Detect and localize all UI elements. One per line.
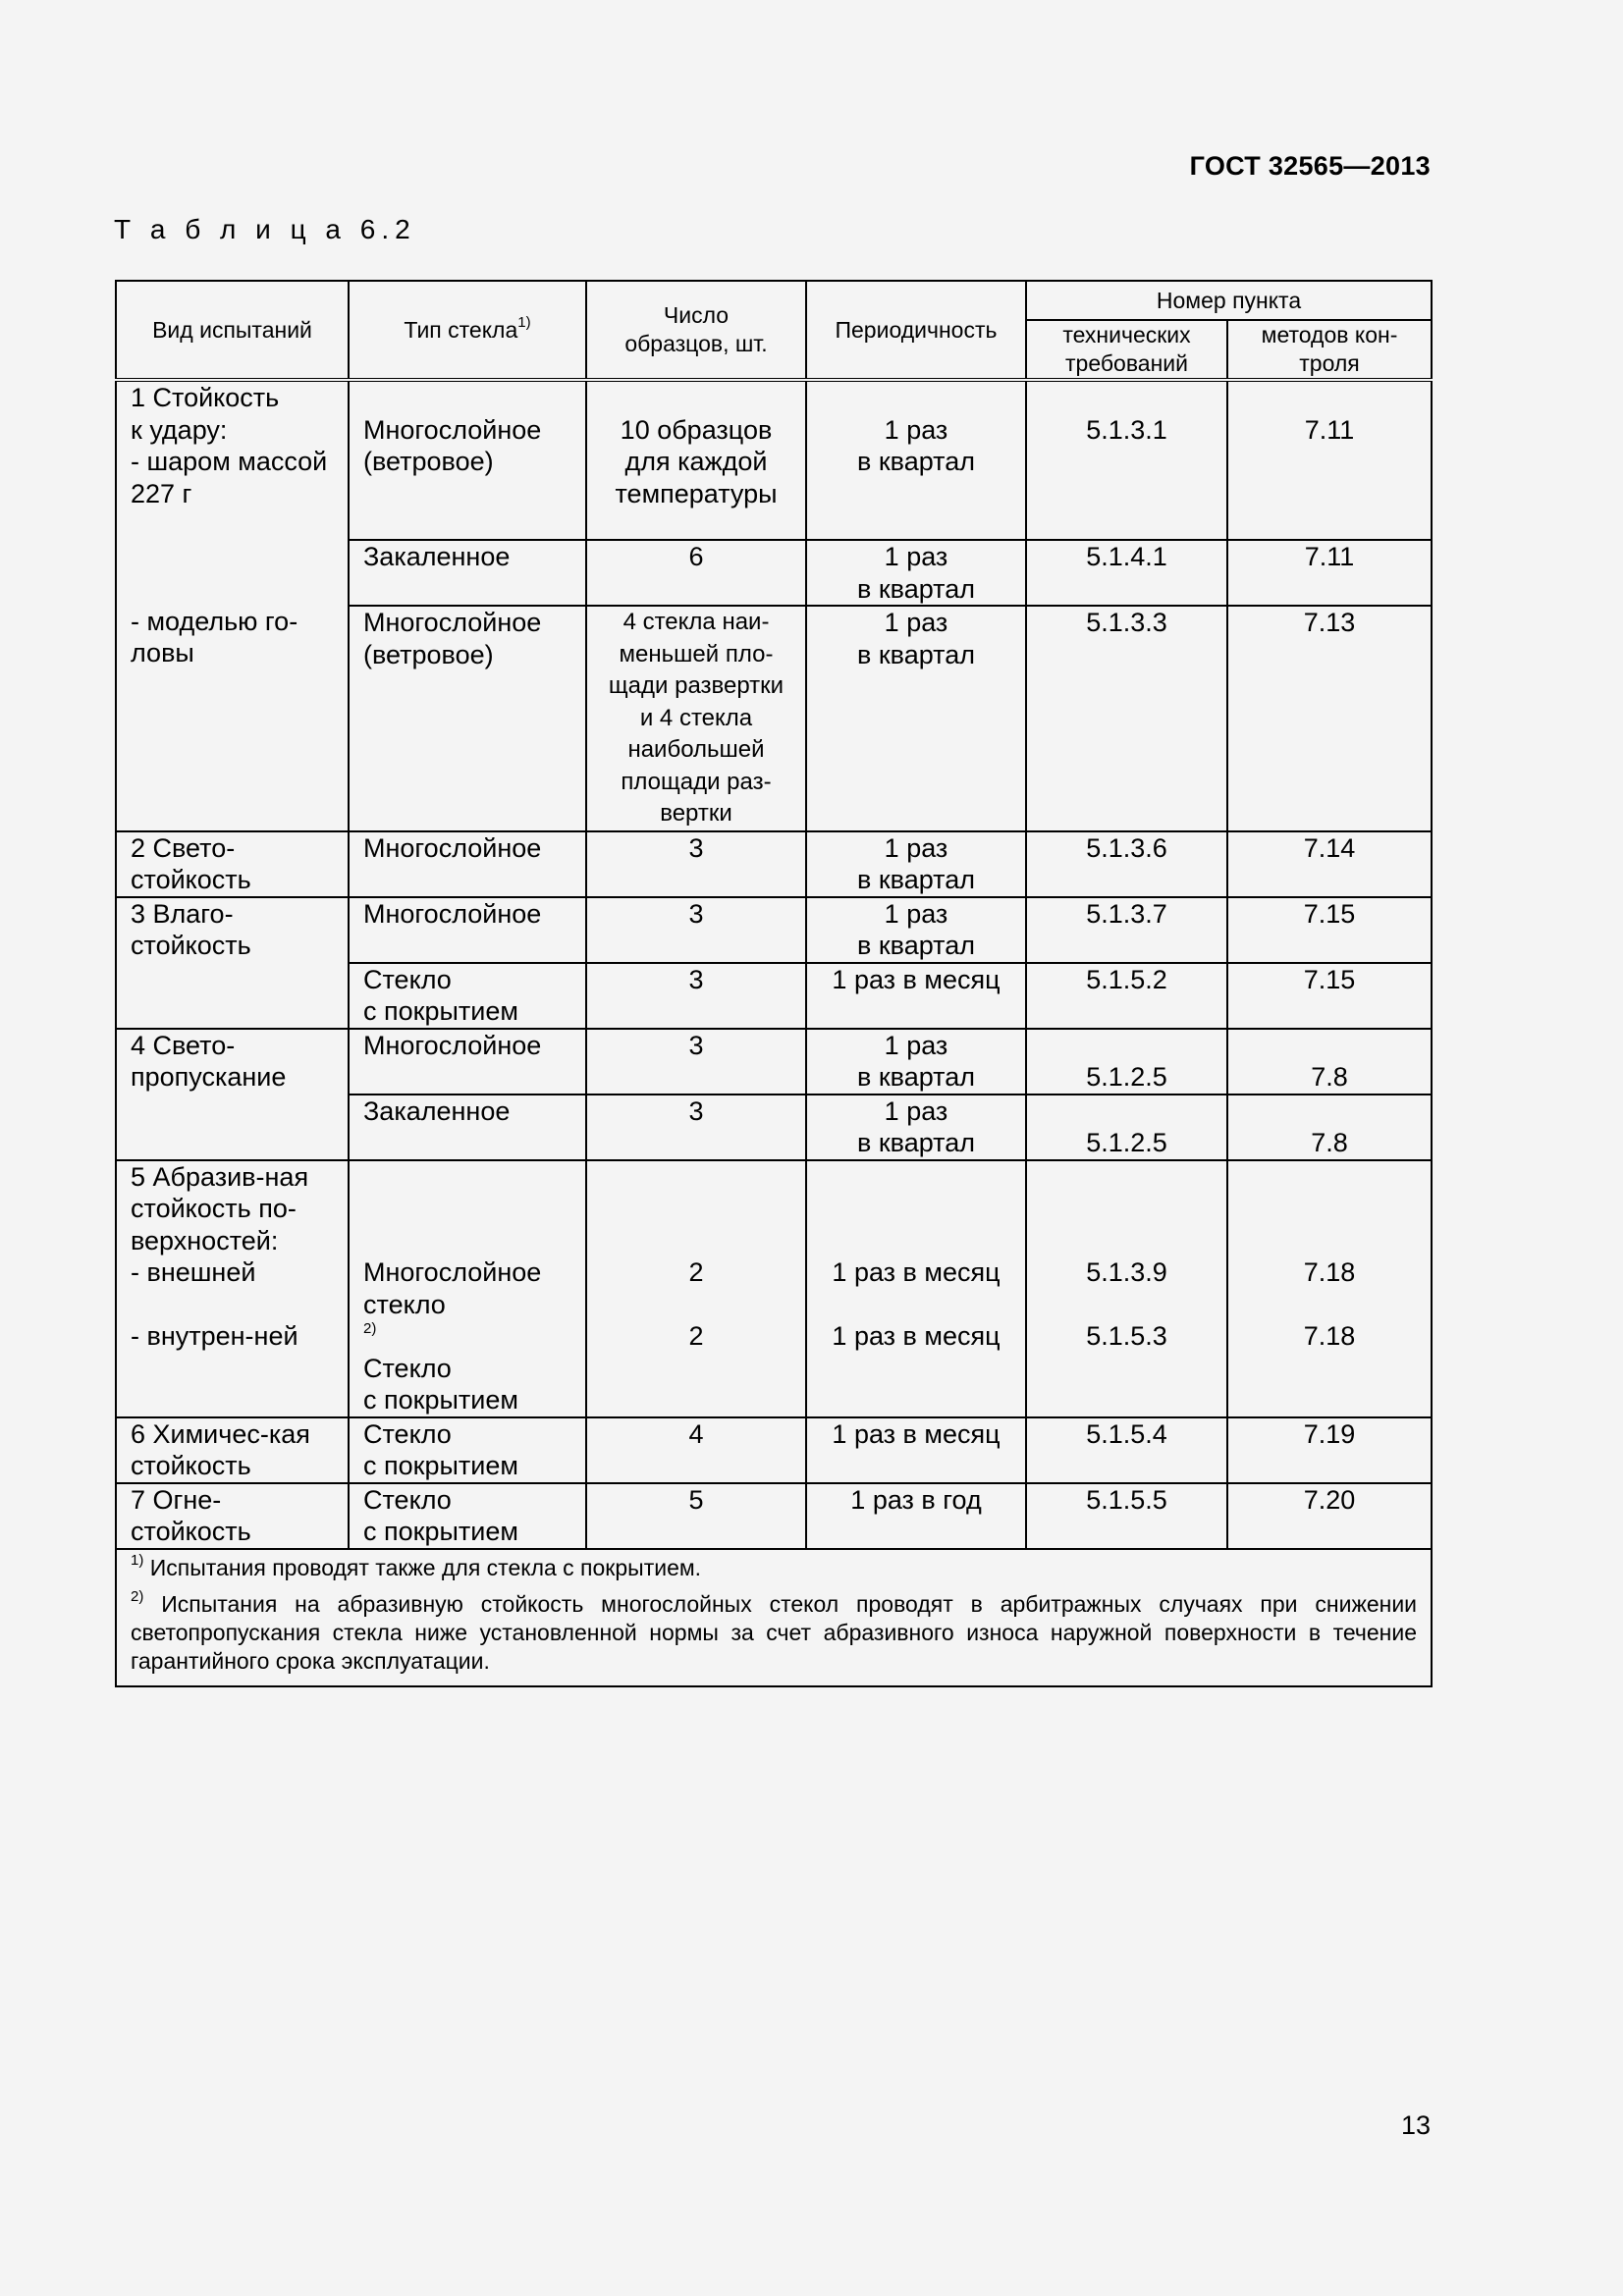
periodicity-cell: 1 раз в квартал [806, 606, 1026, 831]
samples-cell: 6 [586, 540, 806, 606]
glass-type-cell: Многослойное стекло $^{2)}$ Стекло с покрытием [349, 1160, 586, 1417]
periodicity-cell: 1 раз в год [806, 1483, 1026, 1549]
samples-cell: 4 [586, 1417, 806, 1483]
method-clause-cell: 7.8 [1227, 1095, 1432, 1160]
header-periodicity: Периодичность [806, 281, 1026, 380]
header-test-type: Вид испытаний [116, 281, 349, 380]
method-clause-cell: 7.8 [1227, 1029, 1432, 1095]
glass-type-cell: Закаленное [349, 1095, 586, 1160]
periodicity-cell: 1 раз в квартал [806, 540, 1026, 606]
samples-cell: 2 2 [586, 1160, 806, 1417]
glass-type-cell: Многослойное [349, 897, 586, 963]
samples-cell: 5 [586, 1483, 806, 1549]
method-clause-cell: 7.20 [1227, 1483, 1432, 1549]
glass-type-cell: Многослойное [349, 831, 586, 897]
samples-cell: 10 образцов для каждой температуры [586, 380, 806, 540]
glass-type-cell: Многослойное (ветровое) [349, 606, 586, 831]
tech-clause-cell: 5.1.5.2 [1026, 963, 1227, 1029]
method-clause-cell: 7.13 [1227, 606, 1432, 831]
header-glass-type: Тип стекла$^{1)}$ [349, 281, 586, 380]
table-title: Т а б л и ц а 6.2 [114, 214, 416, 244]
tech-clause-cell: 5.1.5.4 [1026, 1417, 1227, 1483]
test-light-resistance: 2 Свето- стойкость [116, 831, 349, 897]
test-chemical-resistance: 6 Химичес-кая стойкость [116, 1417, 349, 1483]
document-code: ГОСТ 32565—2013 [1189, 151, 1431, 181]
method-clause-cell: 7.19 [1227, 1417, 1432, 1483]
table-row [116, 380, 1432, 540]
test-abrasion-resistance: 5 Абразив-ная стойкость по- верхностей: - внешней - внутрен-ней [116, 1160, 349, 1417]
samples-cell: 3 [586, 963, 806, 1029]
test-light-transmission: 4 Свето- пропускание [116, 1029, 349, 1160]
page-number: 13 [1400, 2110, 1431, 2140]
periodicity-cell: 1 раз в квартал [806, 831, 1026, 897]
header-test-methods: методов кон- троля [1227, 320, 1432, 380]
table-notes [116, 1549, 1432, 1686]
header-samples: Число образцов, шт. [586, 281, 806, 380]
periodicity-cell: 1 раз в месяц [806, 963, 1026, 1029]
method-clause-cell: 7.18 7.18 [1227, 1160, 1432, 1417]
periodicity-cell: 1 раз в месяц [806, 1417, 1026, 1483]
header-tech-requirements: технических требований [1026, 320, 1227, 380]
footnote-ref: 1) [517, 313, 531, 331]
glass-type-cell: Стекло с покрытием [349, 1417, 586, 1483]
samples-cell: 3 [586, 1029, 806, 1095]
glass-type-cell: Стекло с покрытием [349, 1483, 586, 1549]
table-row [116, 1029, 1432, 1095]
tech-clause-cell: 5.1.3.7 [1026, 897, 1227, 963]
periodicity-cell: 1 раз в квартал [806, 1029, 1026, 1095]
header-clause-number: Номер пункта [1026, 281, 1432, 320]
samples-cell: 4 стекла наи- меньшей пло- щади развертки и 4 стекла наибольшей площади раз- вертки [586, 606, 806, 831]
tech-clause-cell: 5.1.2.5 [1026, 1095, 1227, 1160]
test-moisture-resistance: 3 Влаго- стойкость [116, 897, 349, 1029]
method-clause-cell: 7.11 [1227, 380, 1432, 540]
glass-type-cell: Многослойное [349, 1029, 586, 1095]
method-clause-cell: 7.11 [1227, 540, 1432, 606]
periodicity-cell: 1 раз в месяц 1 раз в месяц [806, 1160, 1026, 1417]
method-clause-cell: 7.15 [1227, 963, 1432, 1029]
tech-clause-cell: 5.1.3.6 [1026, 831, 1227, 897]
test-impact-resistance: 1 Стойкость к удару: - шаром массой 227 г - моделью го- ловы [116, 380, 349, 831]
tech-clause-cell: 5.1.3.9 5.1.5.3 [1026, 1160, 1227, 1417]
footnote-ref: 2) [363, 1320, 377, 1337]
footnote-2: $^{2)}$ Испытания на абразивную стойкость многослойных стекол проводят в арбитражных случаях при снижении светопропускания стекла ниже установленной нормы за счет абразивного износа наружной поверхности в течение гарантийного срока эксплуатации. [131, 1587, 1418, 1674]
table-notes-row [116, 1549, 1432, 1686]
periodicity-cell: 1 раз в квартал [806, 897, 1026, 963]
tech-clause-cell: 5.1.3.1 [1026, 380, 1227, 540]
tech-clause-cell: 5.1.5.5 [1026, 1483, 1227, 1549]
periodicity-cell: 1 раз в квартал [806, 380, 1026, 540]
tech-clause-cell: 5.1.2.5 [1026, 1029, 1227, 1095]
glass-type-cell: Закаленное [349, 540, 586, 606]
tech-clause-cell: 5.1.3.3 [1026, 606, 1227, 831]
test-fire-resistance: 7 Огне- стойкость [116, 1483, 349, 1549]
tech-clause-cell: 5.1.4.1 [1026, 540, 1227, 606]
table-row [116, 831, 1432, 897]
footnote-1: $^{1)}$ Испытания проводят также для стекла с покрытием. [131, 1551, 702, 1580]
glass-type-cell: Многослойное (ветровое) [349, 380, 586, 540]
glass-type-cell: Стекло с покрытием [349, 963, 586, 1029]
samples-cell: 3 [586, 897, 806, 963]
test-schedule-table [115, 280, 1431, 1687]
method-clause-cell: 7.15 [1227, 897, 1432, 963]
table-row [116, 897, 1432, 963]
table-row [116, 1483, 1432, 1549]
table-row [116, 1417, 1432, 1483]
samples-cell: 3 [586, 1095, 806, 1160]
method-clause-cell: 7.14 [1227, 831, 1432, 897]
table-row [116, 1160, 1432, 1417]
periodicity-cell: 1 раз в квартал [806, 1095, 1026, 1160]
samples-cell: 3 [586, 831, 806, 897]
